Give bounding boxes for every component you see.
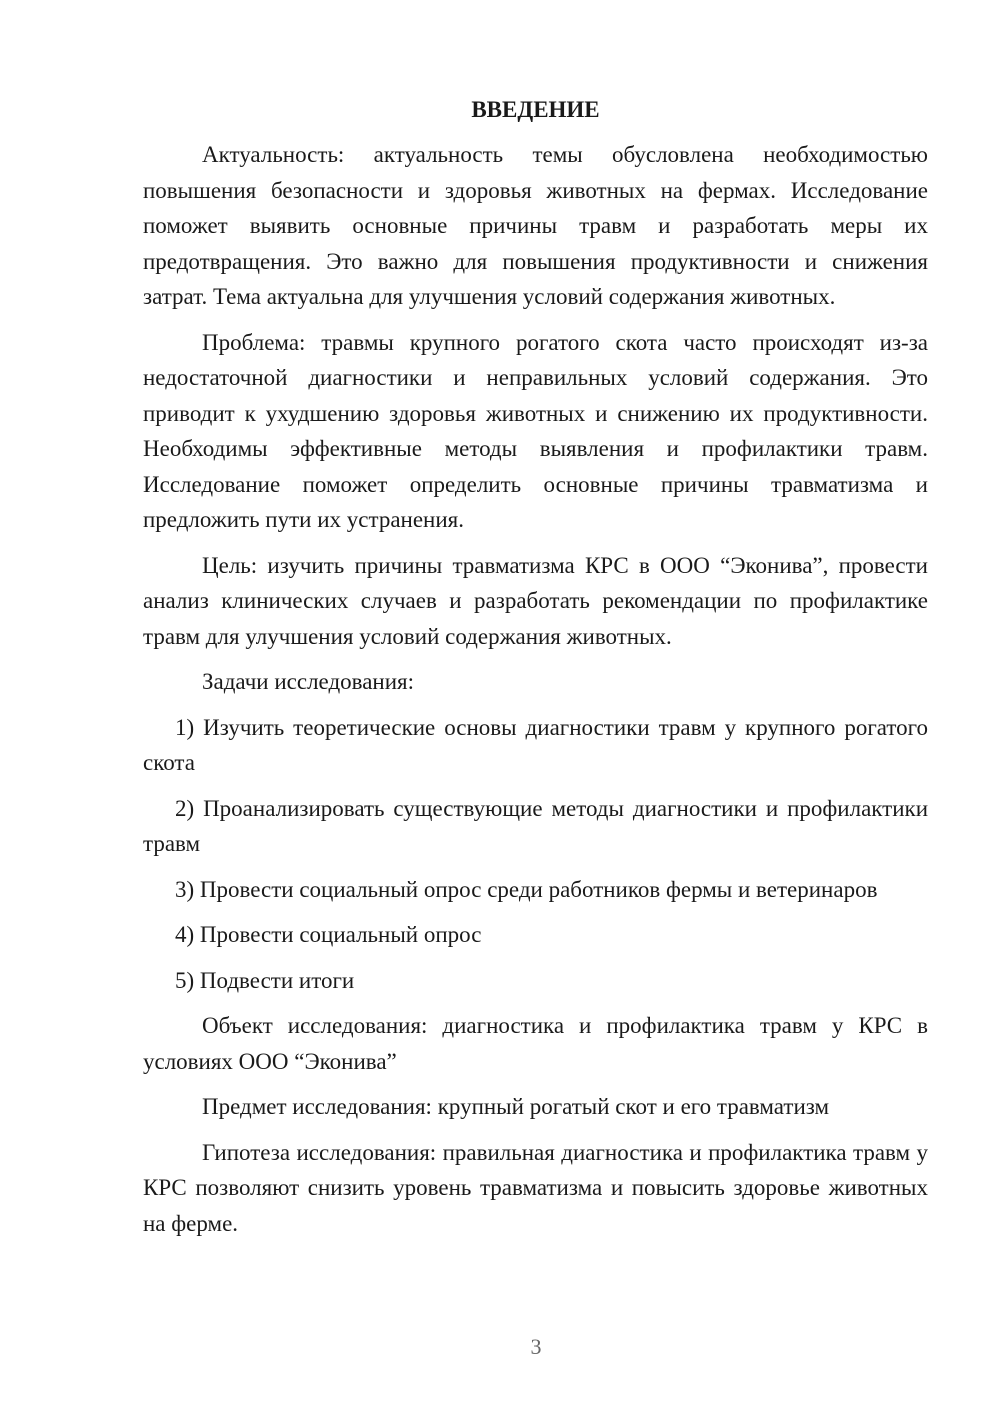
tasks-title: Задачи исследования:	[202, 669, 415, 694]
document-body	[143, 92, 928, 1251]
problem-paragraph: Проблема: травмы крупного рогатого скота часто происходят из-за недостаточной диагностики и неправильных условий содержания. Это приводит к ухудшению здоровья животных и снижению их продуктивности. Необходимы эффективные методы выявления и профилактики травм. Исследование поможет определить основные причины травматизма и предложить пути их устранения.	[143, 329, 928, 532]
task-item-3: 3) Провести социальный опрос среди работников фермы и ветеринаров	[175, 876, 878, 902]
task-item-4: 4) Провести социальный опрос	[175, 922, 482, 947]
task-item-1: 1) Изучить теоретические основы диагностики травм у крупного рогатого скота	[143, 714, 928, 775]
task-item-5: 5) Подвести итоги	[175, 967, 355, 993]
subject-paragraph: Предмет исследования: крупный рогатый скот и его травматизм	[202, 1094, 830, 1119]
goal-paragraph: Цель: изучить причины травматизма КРС в ООО “Эконива”, провести анализ клинических случаев и разработать рекомендации по профилактике травм для улучшения условий содержания животных.	[143, 552, 928, 649]
section-heading: ВВЕДЕНИЕ	[471, 97, 600, 122]
page-number: 3	[530, 1334, 542, 1359]
task-item-2: 2) Проанализировать существующие методы диагностики и профилактики травм	[143, 795, 928, 856]
hypothesis-paragraph: Гипотеза исследования: правильная диагностика и профилактика травм у КРС позволяют снизить уровень травматизма и повысить здоровье животных на ферме.	[143, 1139, 928, 1236]
object-paragraph: Объект исследования: диагностика и профилактика травм у КРС в условиях ООО “Эконива”	[143, 1013, 928, 1074]
relevance-paragraph: Актуальность: актуальность темы обусловлена необходимостью повышения безопасности и здоровья животных на фермах. Исследование поможет выявить основные причины травм и разработать меры их предотвращения. Это важно для повышения продуктивности и снижения затрат. Тема актуальна для улучшения условий содержания животных.	[143, 142, 928, 309]
